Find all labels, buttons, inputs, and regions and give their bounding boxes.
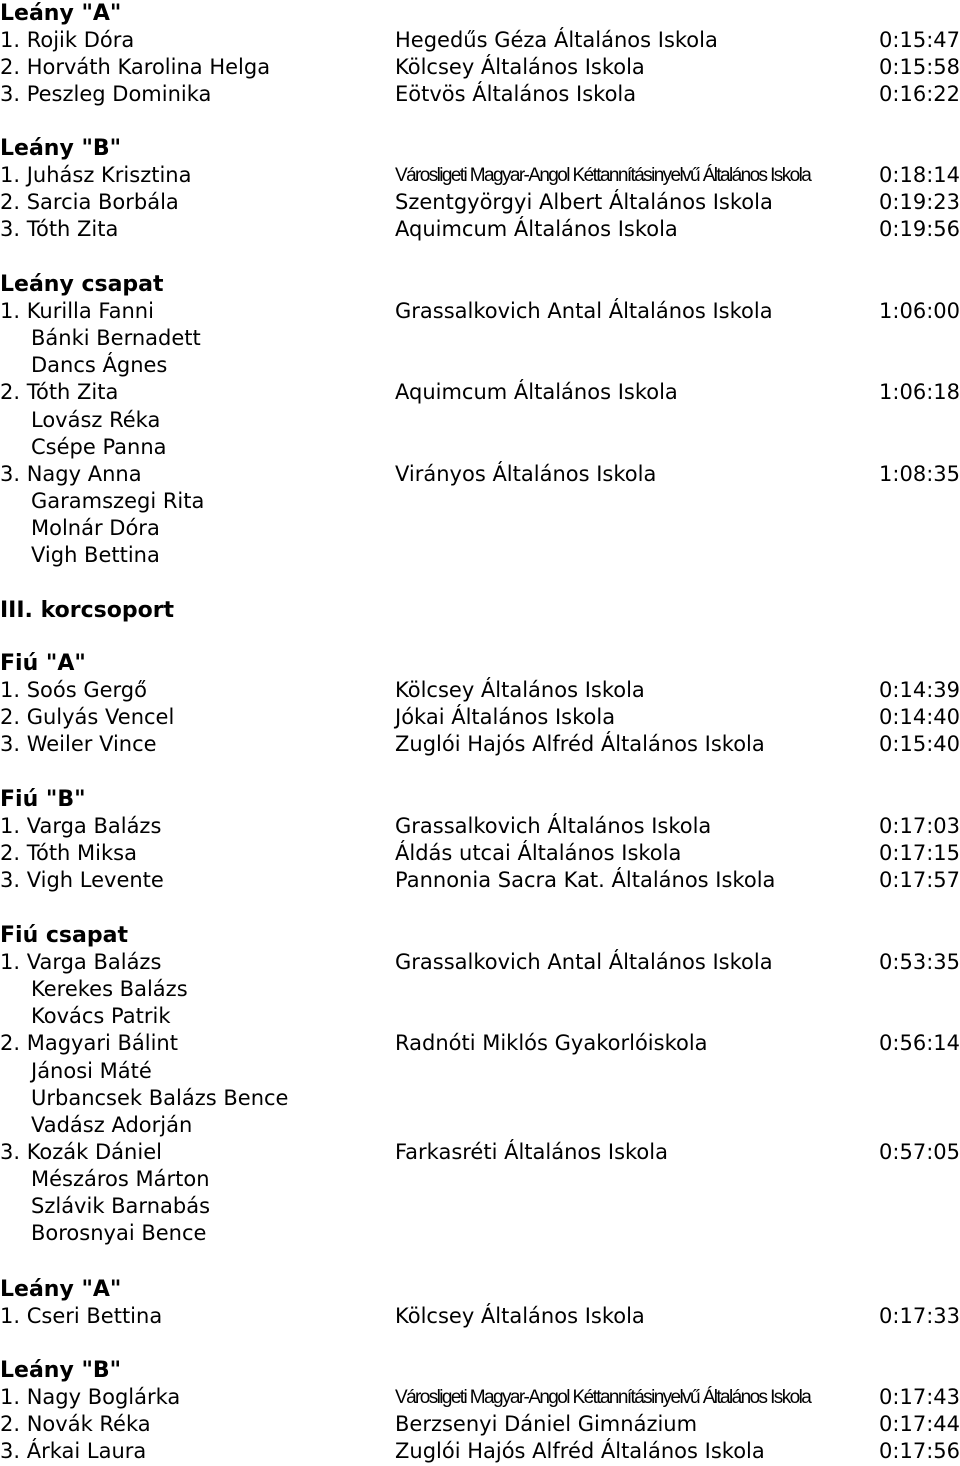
school-name: Grassalkovich Antal Általános Iskola (395, 299, 773, 324)
finish-time: 0:15:58 (879, 55, 960, 80)
finish-time: 0:56:14 (879, 1031, 960, 1056)
finish-time: 0:17:56 (879, 1439, 960, 1464)
result-row (0, 1139, 960, 1166)
section-heading: III. korcsoport (0, 598, 175, 623)
team-member: Molnár Dóra (31, 515, 160, 540)
finish-time: 0:17:44 (879, 1412, 960, 1437)
finish-time: 0:19:56 (879, 217, 960, 242)
result-row (0, 813, 960, 840)
competitor-name: 1. Cseri Bettina (0, 1304, 163, 1329)
section-heading: Fiú "A" (0, 651, 86, 676)
finish-time: 0:17:43 (879, 1385, 960, 1410)
competitor-name: 1. Juhász Krisztina (0, 163, 192, 188)
result-row (0, 216, 960, 243)
finish-time: 0:17:33 (879, 1304, 960, 1329)
finish-time: 0:15:47 (879, 28, 960, 53)
team-member: Kerekes Balázs (31, 977, 188, 1002)
team-member: Jánosi Máté (31, 1058, 152, 1083)
competitor-name: 2. Tóth Miksa (0, 841, 137, 866)
school-name: Jókai Általános Iskola (395, 705, 616, 730)
school-name: Kölcsey Általános Iskola (395, 55, 645, 80)
result-row (0, 867, 960, 894)
school-name: Virányos Általános Iskola (395, 461, 657, 486)
competitor-name: 1. Soós Gergő (0, 678, 147, 703)
section-heading: Leány "B" (0, 1358, 122, 1383)
team-member: Garamszegi Rita (31, 488, 205, 513)
team-member: Szlávik Barnabás (31, 1194, 211, 1218)
competitor-name: 2. Gulyás Vencel (0, 705, 175, 730)
finish-time: 1:08:35 (879, 461, 960, 486)
result-row (0, 298, 960, 325)
competitor-name: 1. Kurilla Fanni (0, 299, 154, 324)
finish-time: 0:18:14 (879, 163, 960, 188)
school-name: Hegedűs Géza Általános Iskola (395, 28, 718, 53)
competitor-name: 2. Novák Réka (0, 1412, 151, 1437)
team-member: Lovász Réka (31, 407, 161, 432)
result-row (0, 1030, 960, 1057)
competitor-name: 3. Nagy Anna (0, 461, 142, 486)
finish-time: 0:16:22 (879, 82, 960, 107)
team-member: Dancs Ágnes (31, 353, 168, 378)
finish-time: 0:17:15 (879, 841, 960, 866)
finish-time: 0:19:23 (879, 190, 960, 215)
section-heading: Leány csapat (0, 272, 164, 297)
team-member: Mészáros Márton (31, 1166, 210, 1191)
result-row (0, 162, 960, 189)
result-row (0, 840, 960, 867)
school-name: Kölcsey Általános Iskola (395, 678, 645, 703)
school-name: Zuglói Hajós Alfréd Általános Iskola (395, 1439, 765, 1464)
competitor-name: 3. Tóth Zita (0, 217, 119, 242)
finish-time: 0:17:57 (879, 868, 960, 893)
school-name: Áldás utcai Általános Iskola (395, 841, 682, 866)
team-member: Kovács Patrik (31, 1004, 171, 1029)
competitor-name: 3. Peszleg Dominika (0, 82, 212, 107)
team-member: Bánki Bernadett (31, 326, 201, 351)
competitor-name: 2. Horváth Karolina Helga (0, 55, 271, 80)
competitor-name: 1. Nagy Boglárka (0, 1385, 181, 1410)
team-member: Vadász Adorján (31, 1112, 193, 1137)
result-row (0, 1384, 960, 1411)
team-member: Borosnyai Bence (31, 1221, 207, 1246)
school-name: Aquimcum Általános Iskola (395, 380, 678, 405)
result-row (0, 704, 960, 731)
school-name: Eötvös Általános Iskola (395, 82, 637, 107)
result-row (0, 949, 960, 976)
result-row (0, 461, 960, 488)
school-name: Farkasréti Általános Iskola (395, 1139, 668, 1164)
result-row (0, 731, 960, 758)
competitor-name: 3. Weiler Vince (0, 732, 157, 757)
school-name: Zuglói Hajós Alfréd Általános Iskola (395, 732, 765, 757)
finish-time: 0:57:05 (879, 1139, 960, 1164)
section-heading: Leány "A" (0, 1277, 122, 1302)
school-name: Városligeti Magyar-Angol Kéttannításinyelvű Általános Iskola (395, 1387, 811, 1409)
finish-time: 0:14:40 (879, 705, 960, 730)
school-name: Szentgyörgyi Albert Általános Iskola (395, 190, 773, 215)
finish-time: 1:06:18 (879, 380, 960, 405)
school-name: Aquimcum Általános Iskola (395, 217, 678, 242)
result-row (0, 27, 960, 54)
competitor-name: 1. Rojik Dóra (0, 28, 135, 53)
school-name: Berzsenyi Dániel Gimnázium (395, 1412, 698, 1437)
finish-time: 0:53:35 (879, 950, 960, 975)
result-row (0, 379, 960, 406)
team-member: Urbancsek Balázs Bence (31, 1085, 289, 1110)
section-heading: Leány "A" (0, 1, 122, 26)
competitor-name: 3. Kozák Dániel (0, 1139, 162, 1164)
finish-time: 0:17:03 (879, 814, 960, 839)
section-heading: Leány "B" (0, 136, 122, 161)
school-name: Pannonia Sacra Kat. Általános Iskola (395, 868, 776, 893)
result-row (0, 677, 960, 704)
school-name: Városligeti Magyar-Angol Kéttannításinyelvű Általános Iskola (395, 165, 811, 187)
school-name: Grassalkovich Általános Iskola (395, 814, 712, 839)
section-heading: Fiú csapat (0, 923, 128, 948)
competitor-name: 3. Árkai Laura (0, 1439, 147, 1464)
result-row (0, 1438, 960, 1465)
finish-time: 1:06:00 (879, 299, 960, 324)
competitor-name: 2. Tóth Zita (0, 380, 119, 405)
finish-time: 0:15:40 (879, 732, 960, 757)
result-row (0, 189, 960, 216)
competitor-name: 2. Magyari Bálint (0, 1031, 178, 1056)
competitor-name: 2. Sarcia Borbála (0, 190, 179, 215)
competitor-name: 3. Vigh Levente (0, 868, 164, 893)
school-name: Radnóti Miklós Gyakorlóiskola (395, 1031, 708, 1056)
team-member: Vigh Bettina (31, 543, 160, 567)
result-row (0, 1411, 960, 1438)
school-name: Kölcsey Általános Iskola (395, 1304, 645, 1329)
finish-time: 0:14:39 (879, 678, 960, 703)
competitor-name: 1. Varga Balázs (0, 814, 162, 839)
school-name: Grassalkovich Antal Általános Iskola (395, 950, 773, 975)
result-row (0, 81, 960, 108)
result-row (0, 54, 960, 81)
result-row (0, 1303, 960, 1330)
section-heading: Fiú "B" (0, 787, 86, 812)
competitor-name: 1. Varga Balázs (0, 950, 162, 975)
team-member: Csépe Panna (31, 434, 167, 459)
